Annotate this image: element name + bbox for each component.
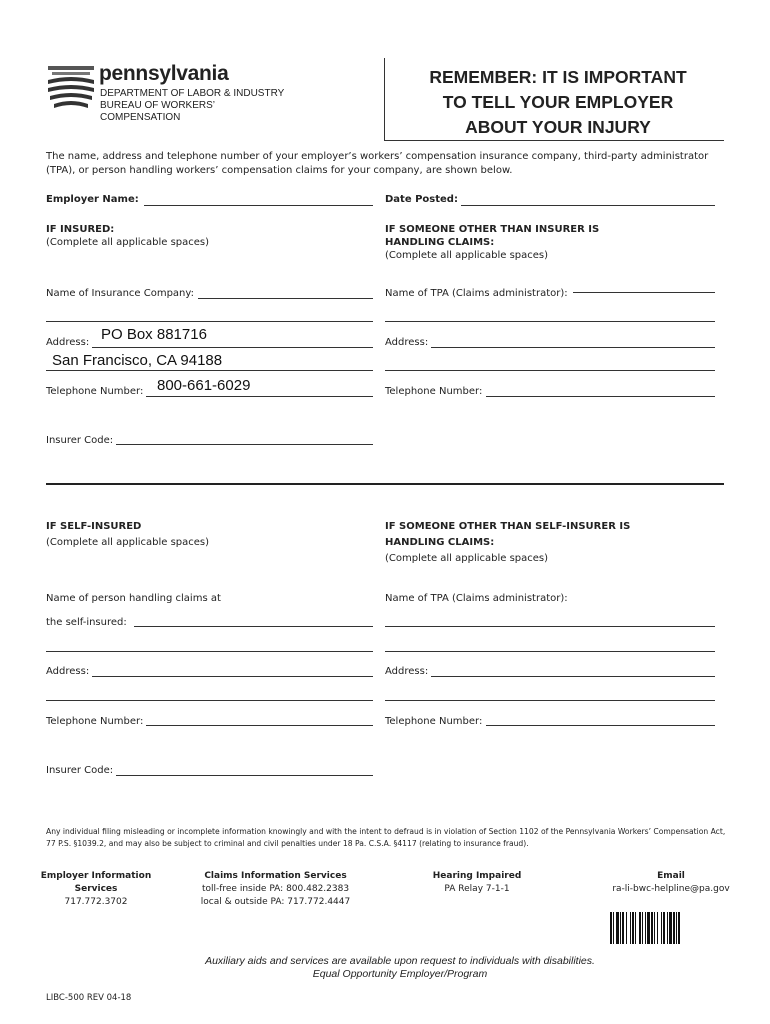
self-insurer-code-field[interactable] [116, 775, 373, 776]
header-horizontal-divider [384, 140, 724, 141]
insurer-code-field[interactable] [116, 444, 373, 445]
insurance-company-field[interactable] [198, 298, 373, 299]
insured-telephone-field[interactable] [146, 396, 373, 397]
auxiliary-notice [140, 955, 660, 981]
fraud-notice-line-2: 77 P.S. §1039.2, and may also be subject to criminal and civil penalties under 18 Pa. C.S.A. §4117 (relating to insurance fraud). [46, 839, 529, 848]
insured-heading: IF INSURED: [46, 224, 115, 235]
tpa-telephone-field[interactable] [486, 396, 715, 397]
tpa-telephone-label: Telephone Number: [385, 386, 483, 397]
tpa-address-field[interactable] [431, 347, 715, 348]
insured-address-line-1[interactable]: PO Box 881716 [101, 326, 207, 343]
self-insured-person-field[interactable] [134, 626, 373, 627]
auxiliary-line-1: Auxiliary aids and services are available upon request to individuals with disabilities. [205, 955, 595, 967]
self-tpa-telephone-label: Telephone Number: [385, 716, 483, 727]
self-tpa-telephone-field[interactable] [486, 725, 715, 726]
insured-address-field[interactable] [92, 347, 373, 348]
agency-department: DEPARTMENT OF LABOR & INDUSTRY [100, 88, 285, 99]
self-tpa-field-2[interactable] [385, 651, 715, 652]
agency-bureau: BUREAU OF WORKERS’ COMPENSATION [100, 100, 215, 123]
barcode-icon [610, 912, 723, 944]
claims-line-1: toll-free inside PA: 800.482.2383 [201, 884, 350, 894]
employer-info-title-2: Services [74, 884, 118, 894]
self-tpa-label: Name of TPA (Claims administrator): [385, 593, 568, 604]
self-insured-address-label: Address: [46, 666, 90, 677]
tpa-field[interactable] [573, 292, 715, 293]
self-insured-heading: IF SELF-INSURED [46, 521, 142, 532]
employer-info-contact [36, 870, 156, 909]
self-tpa-field[interactable] [385, 626, 715, 627]
employer-name-field[interactable] [144, 205, 373, 206]
email-value[interactable]: ra-li-bwc-helpline@pa.gov [612, 884, 730, 894]
hearing-title: Hearing Impaired [432, 871, 522, 881]
intro-line-2: (TPA), or person handling workers’ compensation claims for your company, are shown below. [46, 164, 513, 176]
fraud-notice-line-1: Any individual filing misleading or incomplete information knowingly and with the intent to defraud is in violation of Section 1102 of the Pennsylvania Workers’ Compensation Act, [46, 827, 726, 836]
self-insured-telephone-field[interactable] [146, 725, 373, 726]
claims-contact [188, 870, 363, 909]
insured-address-field-2[interactable] [46, 370, 373, 371]
auxiliary-line-2: Equal Opportunity Employer/Program [312, 968, 488, 980]
tpa-address-label: Address: [385, 337, 429, 348]
self-insured-telephone-label: Telephone Number: [46, 716, 144, 727]
self-insured-person-field-2[interactable] [46, 651, 373, 652]
hearing-impaired-contact [417, 870, 537, 896]
reminder-line-3: ABOUT YOUR INJURY [465, 117, 651, 137]
date-posted-label: Date Posted: [385, 194, 458, 205]
date-posted-field[interactable] [461, 205, 715, 206]
other-self-insurer-subheading: (Complete all applicable spaces) [385, 553, 549, 564]
insured-address-line-2[interactable]: San Francisco, CA 94188 [52, 352, 223, 369]
other-self-insurer-heading-1: IF SOMEONE OTHER THAN SELF-INSURER IS [385, 521, 631, 532]
insured-telephone-value[interactable]: 800-661-6029 [157, 377, 251, 394]
insurer-code-label: Insurer Code: [46, 435, 114, 446]
employer-info-phone: 717.772.3702 [64, 897, 128, 907]
self-tpa-address-field-2[interactable] [385, 700, 715, 701]
insurance-company-field-2[interactable] [46, 321, 373, 322]
other-insurer-heading-2: HANDLING CLAIMS: [385, 237, 495, 248]
hearing-line-1: PA Relay 7-1-1 [444, 884, 510, 894]
employer-name-label: Employer Name: [46, 194, 139, 205]
email-contact [596, 870, 746, 896]
self-tpa-address-label: Address: [385, 666, 429, 677]
tpa-label: Name of TPA (Claims administrator): [385, 288, 568, 299]
other-insurer-subheading: (Complete all applicable spaces) [385, 250, 549, 261]
reminder-line-1: REMEMBER: IT IS IMPORTANT [429, 67, 687, 87]
agency-name: pennsylvania [99, 62, 229, 85]
tpa-field-2[interactable] [385, 321, 715, 322]
reminder-heading [392, 65, 724, 140]
keystone-logo-icon [46, 62, 96, 114]
self-insured-address-field[interactable] [92, 676, 373, 677]
section-divider [46, 483, 724, 485]
insured-telephone-label: Telephone Number: [46, 386, 144, 397]
other-self-insurer-heading-2: HANDLING CLAIMS: [385, 537, 495, 548]
insured-address-label: Address: [46, 337, 90, 348]
self-insured-address-field-2[interactable] [46, 700, 373, 701]
self-insured-subheading: (Complete all applicable spaces) [46, 537, 210, 548]
self-insured-person-label-2: the self-insured: [46, 617, 127, 628]
intro-text [46, 150, 736, 177]
insured-subheading: (Complete all applicable spaces) [46, 237, 210, 248]
reminder-line-2: TO TELL YOUR EMPLOYER [442, 92, 674, 112]
claims-title: Claims Information Services [204, 871, 347, 881]
agency-logo [46, 62, 296, 123]
insurance-company-label: Name of Insurance Company: [46, 288, 194, 299]
self-insurer-code-label: Insurer Code: [46, 765, 114, 776]
other-insurer-heading-1: IF SOMEONE OTHER THAN INSURER IS [385, 224, 600, 235]
form-number: LIBC-500 REV 04-18 [46, 993, 132, 1003]
tpa-address-field-2[interactable] [385, 370, 715, 371]
employer-info-title-1: Employer Information [40, 871, 152, 881]
claims-line-2: local & outside PA: 717.772.4447 [200, 897, 351, 907]
header-vertical-divider [384, 58, 385, 141]
self-tpa-address-field[interactable] [431, 676, 715, 677]
intro-line-1: The name, address and telephone number of your employer’s workers’ compensation insurance company, third-party administrator [46, 151, 709, 162]
self-insured-person-label-1: Name of person handling claims at [46, 593, 221, 604]
email-title: Email [657, 871, 685, 881]
fraud-notice [46, 826, 736, 850]
